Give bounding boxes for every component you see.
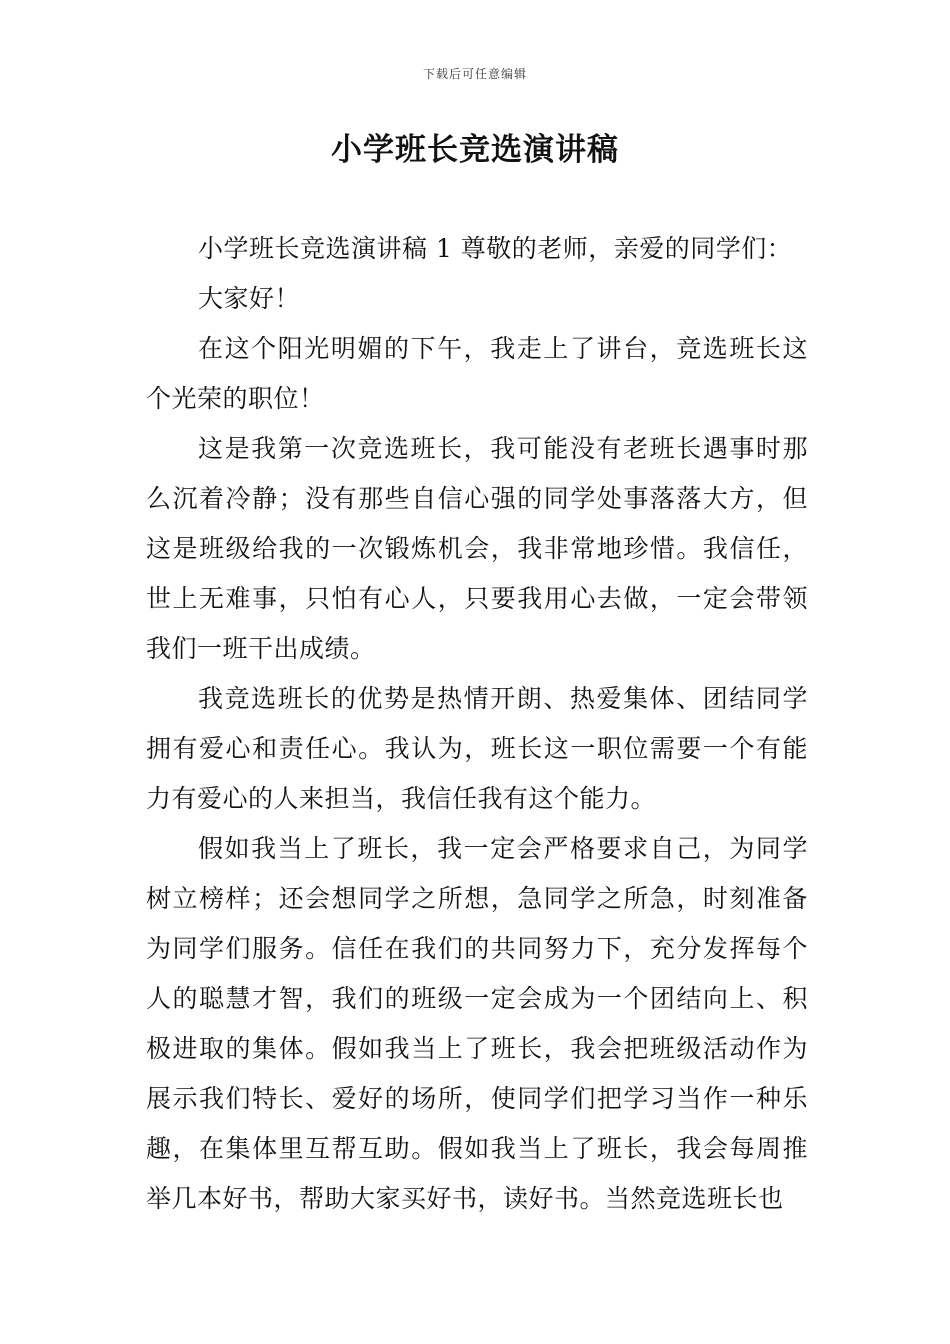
paragraph-strengths: 我竞选班长的优势是热情开朗、热爱集体、团结同学拥有爱心和责任心。我认为，班长这一职位需要一个有能力有爱心的人来担当，我信任我有这个能力。 (146, 684, 808, 813)
paragraph-plans: 假如我当上了班长，我一定会严格要求自己，为同学树立榜样；还会想同学之所想，急同学之所急，时刻准备为同学们服务。信任在我们的共同努力下，充分发挥每个人的聪慧才智，我们的班级一定会成为一个团结向上、积极进取的集体。假如我当上了班长，我会把班级活动作为展示我们特长、爱好的场所，使同学们把学习当作一种乐趣，在集体里互帮互助。假如我当上了班长，我会每周推举几本好书，帮助大家买好书，读好书。当然竞选班长也 (146, 834, 808, 1213)
header-note: 下载后可任意编辑 (422, 67, 527, 81)
paragraph-hello: 大家好！ (198, 284, 301, 313)
paragraph-greeting: 小学班长竞选演讲稿 1 尊敬的老师，亲爱的同学们： (198, 234, 793, 263)
paragraph-intro: 在这个阳光明媚的下午，我走上了讲台，竞选班长这个光荣的职位！ (146, 334, 808, 413)
document-body (146, 224, 808, 1224)
document-title: 小学班长竞选演讲稿 (331, 132, 619, 168)
paragraph-first-time: 这是我第一次竞选班长，我可能没有老班长遇事时那么沉着冷静；没有那些自信心强的同学处事落落大方，但这是班级给我的一次锻炼机会，我非常地珍惜。我信任，世上无难事，只怕有心人，只要我用心去做，一定会带领我们一班干出成绩。 (146, 434, 808, 663)
